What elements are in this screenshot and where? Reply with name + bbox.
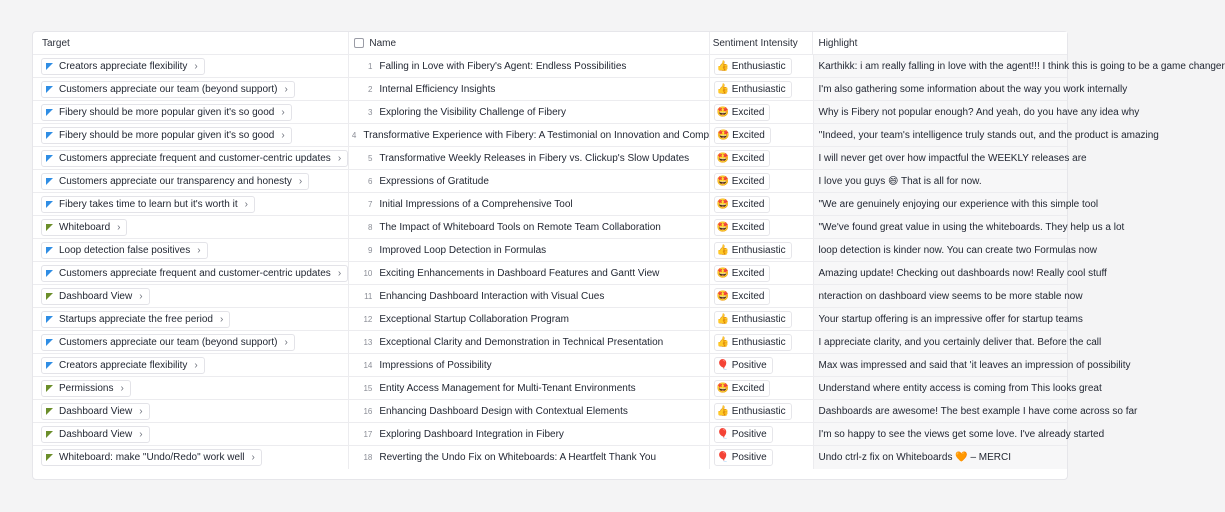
target-label: Dashboard View (59, 405, 133, 417)
target-cell[interactable] (33, 331, 349, 353)
sentiment-label: Enthusiastic (731, 244, 786, 256)
name-cell[interactable] (349, 216, 709, 238)
target-chip[interactable] (41, 104, 292, 121)
target-chip[interactable] (41, 357, 205, 374)
target-chip[interactable] (41, 403, 150, 420)
highlight-text: Amazing update! Checking out dashboards now! Really cool stuff (818, 267, 1107, 279)
target-chip[interactable] (41, 127, 292, 144)
sentiment-cell[interactable] (710, 331, 814, 353)
column-header-target-label: Target (42, 37, 70, 49)
highlight-text: I'm so happy to see the views get some love. I've already started (818, 428, 1105, 440)
highlight-text: Undo ctrl-z fix on Whiteboards 🧡 – MERCI (818, 452, 1012, 463)
sentiment-label: Excited (731, 175, 765, 187)
name-label[interactable]: Exploring the Visibility Challenge of Fibery (379, 106, 566, 118)
target-chip[interactable] (41, 196, 255, 213)
sentiment-cell[interactable] (710, 285, 814, 307)
name-label[interactable]: Initial Impressions of a Comprehensive Tool (379, 198, 573, 210)
sentiment-label: Positive (731, 428, 767, 440)
chevron-right-icon[interactable]: › (284, 336, 288, 348)
target-label: Customers appreciate our transparency and honesty (59, 175, 292, 187)
sentiment-emoji-icon: 🤩 (716, 267, 730, 279)
table-row[interactable] (33, 377, 1102, 400)
sentiment-badge[interactable] (714, 311, 792, 328)
row-number: 9 (367, 245, 373, 255)
row-number: 7 (367, 199, 373, 209)
highlight-text: I'm also gathering some information about the way you work internally (818, 83, 1128, 95)
table-row[interactable] (33, 262, 1107, 285)
sentiment-cell[interactable] (710, 423, 814, 445)
highlight-cell[interactable] (814, 446, 1068, 469)
sentiment-cell[interactable] (710, 147, 814, 169)
column-header-target[interactable] (33, 32, 349, 54)
flag-icon (45, 338, 54, 347)
row-number: 5 (367, 153, 373, 163)
flag-icon (45, 246, 54, 255)
sentiment-badge[interactable] (714, 127, 771, 144)
sentiment-badge[interactable] (714, 150, 771, 167)
sentiment-emoji-icon: 🎈 (716, 359, 730, 371)
sentiment-badge[interactable] (714, 173, 771, 190)
sentiment-emoji-icon: 🤩 (716, 152, 730, 164)
table-header (33, 32, 1067, 55)
table-row[interactable] (33, 55, 1225, 78)
name-label[interactable]: Transformative Weekly Releases in Fibery vs. Clickup's Slow Updates (379, 152, 690, 164)
table-row[interactable] (33, 308, 1083, 331)
target-cell[interactable] (33, 239, 349, 261)
sentiment-badge[interactable] (714, 196, 771, 213)
sentiment-emoji-icon: 🎈 (716, 452, 730, 463)
highlight-text: I will never get over how impactful the WEEKLY releases are (818, 152, 1087, 164)
row-number: 18 (363, 453, 373, 462)
sentiment-label: Positive (731, 452, 767, 463)
target-cell[interactable] (33, 193, 349, 215)
target-chip[interactable] (41, 58, 205, 75)
name-label[interactable]: Exceptional Clarity and Demonstration in Technical Presentation (379, 336, 664, 348)
sentiment-cell[interactable] (710, 193, 814, 215)
highlight-cell[interactable] (814, 78, 1128, 100)
name-label[interactable]: Improved Loop Detection in Formulas (379, 244, 547, 256)
highlight-cell[interactable] (814, 193, 1099, 215)
highlight-text: "Indeed, your team's intelligence truly stands out, and the product is amazing (818, 129, 1159, 141)
sentiment-badge[interactable] (714, 219, 771, 236)
table-row[interactable] (33, 147, 1087, 170)
sentiment-badge[interactable] (714, 58, 792, 75)
sentiment-cell[interactable] (710, 446, 814, 469)
flag-icon (45, 292, 54, 301)
sentiment-emoji-icon: 👍 (716, 313, 730, 325)
sentiment-emoji-icon: 🤩 (716, 382, 730, 394)
name-label[interactable]: Enhancing Dashboard Design with Contextual Elements (379, 405, 628, 417)
name-label[interactable]: Exceptional Startup Collaboration Program (379, 313, 569, 325)
column-header-name-label: Name (369, 37, 397, 49)
target-label: Customers appreciate frequent and customer-centric updates (59, 152, 331, 164)
highlight-cell[interactable] (814, 124, 1159, 146)
sentiment-cell[interactable] (710, 377, 814, 399)
sentiment-badge[interactable] (714, 104, 771, 121)
flag-icon (45, 430, 54, 439)
highlight-cell[interactable] (814, 354, 1131, 376)
target-cell[interactable] (33, 78, 349, 100)
table-row[interactable] (33, 170, 1067, 193)
name-label[interactable]: Transformative Experience with Fibery: A Testimonial on Innovation and Comp (363, 129, 710, 141)
sentiment-cell[interactable] (710, 55, 814, 77)
highlight-cell[interactable] (814, 170, 1068, 192)
name-label[interactable]: Entity Access Management for Multi-Tenant Environments (379, 382, 636, 394)
sentiment-emoji-icon: 🤩 (716, 290, 730, 302)
chevron-right-icon[interactable]: › (284, 83, 288, 95)
sentiment-badge[interactable] (714, 449, 773, 466)
sentiment-cell[interactable] (710, 354, 814, 376)
sentiment-emoji-icon: 👍 (716, 336, 730, 348)
chevron-right-icon[interactable]: › (281, 106, 285, 118)
highlight-cell[interactable] (814, 239, 1097, 261)
target-label: Fibery takes time to learn but it's worth it (59, 198, 238, 210)
sentiment-badge[interactable] (714, 265, 771, 282)
table-row[interactable] (33, 216, 1125, 239)
table-row[interactable] (33, 124, 1159, 147)
sentiment-label: Enthusiastic (731, 336, 786, 348)
flag-icon (45, 131, 54, 140)
row-number: 17 (363, 429, 373, 439)
name-label[interactable]: Enhancing Dashboard Interaction with Visual Cues (379, 290, 605, 302)
highlight-cell[interactable] (814, 147, 1087, 169)
row-number: 4 (351, 130, 357, 140)
column-header-highlight[interactable] (813, 32, 1067, 54)
flag-icon (45, 177, 54, 186)
name-cell[interactable] (349, 331, 709, 353)
sentiment-emoji-icon: 👍 (716, 83, 730, 95)
sentiment-emoji-icon: 🤩 (716, 175, 730, 187)
sentiment-label: Excited (731, 221, 765, 233)
sentiment-emoji-icon: 👍 (716, 405, 730, 417)
name-cell[interactable] (349, 101, 709, 123)
chevron-right-icon[interactable]: › (337, 152, 342, 164)
target-chip[interactable] (41, 426, 150, 443)
sentiment-badge[interactable] (714, 288, 771, 305)
name-cell[interactable] (349, 147, 709, 169)
sentiment-emoji-icon: 👍 (716, 60, 730, 72)
target-chip[interactable] (41, 288, 150, 305)
highlight-cell[interactable] (814, 55, 1225, 77)
name-label[interactable]: Exploring Dashboard Integration in Fibery (379, 428, 564, 440)
highlight-cell[interactable] (814, 216, 1125, 238)
highlight-cell[interactable] (814, 331, 1102, 353)
chevron-right-icon[interactable]: › (244, 198, 248, 210)
highlight-text: "We are genuinely enjoying our experience with this simple tool (818, 198, 1099, 210)
name-cell[interactable] (349, 377, 709, 399)
sentiment-cell[interactable] (710, 170, 814, 192)
chevron-right-icon[interactable]: › (139, 290, 143, 302)
target-chip[interactable] (41, 81, 295, 98)
flag-icon (45, 453, 54, 462)
name-label[interactable]: Falling in Love with Fibery's Agent: Endless Possibilities (379, 60, 627, 72)
sentiment-cell[interactable] (710, 239, 814, 261)
target-chip[interactable] (41, 242, 208, 259)
sentiment-label: Enthusiastic (731, 83, 786, 95)
target-cell[interactable] (33, 170, 349, 192)
flag-icon (45, 85, 54, 94)
name-cell[interactable] (349, 55, 709, 77)
target-label: Customers appreciate our team (beyond support) (59, 336, 278, 348)
sentiment-cell[interactable] (710, 308, 814, 330)
chevron-right-icon[interactable]: › (337, 267, 342, 279)
column-header-sentiment-label: Sentiment Intensity (712, 37, 798, 49)
sentiment-cell[interactable] (710, 78, 814, 100)
highlight-text: Dashboards are awesome! The best example I have come across so far (818, 405, 1138, 417)
target-label: Fibery should be more popular given it's so good (59, 106, 275, 118)
sentiment-label: Enthusiastic (731, 405, 786, 417)
row-number: 3 (367, 107, 373, 117)
name-cell[interactable] (349, 308, 709, 330)
name-cell[interactable] (349, 124, 710, 146)
highlight-text: nteraction on dashboard view seems to be more stable now (818, 290, 1083, 302)
sentiment-emoji-icon: 🤩 (716, 221, 730, 233)
name-label[interactable]: Impressions of Possibility (379, 359, 492, 371)
name-cell[interactable] (349, 354, 709, 376)
feedback-table (32, 31, 1225, 480)
table-row[interactable] (33, 285, 1083, 308)
column-header-sentiment[interactable] (710, 32, 814, 54)
chevron-right-icon[interactable]: › (120, 382, 124, 394)
row-number: 12 (363, 314, 373, 324)
chevron-right-icon[interactable]: › (139, 428, 143, 440)
sentiment-cell[interactable] (710, 400, 814, 422)
sentiment-label: Excited (731, 382, 765, 394)
target-chip[interactable] (41, 449, 262, 466)
table-row[interactable] (33, 78, 1128, 101)
name-label[interactable]: The Impact of Whiteboard Tools on Remote Team Collaboration (379, 221, 661, 233)
row-number: 15 (363, 383, 373, 393)
target-label: Customers appreciate frequent and customer-centric updates (59, 267, 331, 279)
highlight-cell[interactable] (814, 400, 1138, 422)
target-cell[interactable] (33, 400, 349, 422)
target-label: Creators appreciate flexibility (59, 60, 188, 72)
row-number: 10 (363, 268, 373, 278)
chevron-right-icon[interactable]: › (251, 452, 255, 463)
highlight-text: "We've found great value in using the whiteboards. They help us a lot (818, 221, 1125, 233)
target-label: Permissions (59, 382, 114, 394)
table-row[interactable] (33, 239, 1097, 262)
target-label: Creators appreciate flexibility (59, 359, 188, 371)
flag-icon (45, 384, 54, 393)
flag-icon (45, 315, 54, 324)
sentiment-badge[interactable] (714, 81, 792, 98)
target-cell[interactable] (33, 377, 349, 399)
highlight-text: loop detection is kinder now. You can create two Formulas now (818, 244, 1097, 256)
sentiment-label: Positive (731, 359, 767, 371)
sentiment-label: Excited (731, 198, 765, 210)
target-cell[interactable] (33, 55, 349, 77)
target-label: Startups appreciate the free period (59, 313, 213, 325)
sentiment-label: Excited (731, 106, 765, 118)
row-number: 8 (367, 222, 373, 232)
sentiment-emoji-icon: 👍 (716, 244, 730, 256)
target-cell[interactable] (33, 308, 349, 330)
sentiment-badge[interactable] (714, 380, 771, 397)
row-number: 13 (363, 337, 373, 347)
row-number: 16 (363, 406, 373, 416)
sentiment-emoji-icon: 🎈 (716, 428, 730, 440)
target-chip[interactable] (41, 150, 348, 167)
highlight-cell[interactable] (814, 377, 1102, 399)
target-label: Fibery should be more popular given it's so good (59, 129, 275, 141)
chevron-right-icon[interactable]: › (197, 244, 201, 256)
name-cell[interactable] (349, 400, 709, 422)
target-label: Dashboard View (59, 428, 133, 440)
target-cell[interactable] (33, 124, 349, 146)
flag-icon (45, 154, 54, 163)
flag-icon (45, 108, 54, 117)
target-label: Whiteboard (59, 221, 111, 233)
name-label[interactable]: Exciting Enhancements in Dashboard Features and Gantt View (379, 267, 660, 279)
sentiment-badge[interactable] (714, 242, 792, 259)
sentiment-cell[interactable] (710, 101, 814, 123)
sentiment-emoji-icon: 🤩 (716, 198, 730, 210)
name-cell[interactable] (349, 423, 709, 445)
chevron-right-icon[interactable]: › (298, 175, 303, 187)
sentiment-cell[interactable] (710, 216, 814, 238)
row-number: 2 (367, 84, 373, 94)
target-chip[interactable] (41, 334, 295, 351)
sentiment-emoji-icon: 🤩 (717, 129, 730, 141)
flag-icon (45, 269, 54, 278)
target-label: Customers appreciate our team (beyond support) (59, 83, 278, 95)
name-cell[interactable] (349, 170, 709, 192)
chevron-right-icon[interactable]: › (281, 129, 285, 141)
sentiment-emoji-icon: 🤩 (716, 106, 730, 118)
chevron-right-icon[interactable]: › (219, 313, 224, 325)
highlight-text: Your startup offering is an impressive offer for startup teams (818, 313, 1083, 325)
table-row[interactable] (33, 331, 1102, 354)
table-row[interactable] (33, 423, 1105, 446)
sentiment-cell[interactable] (710, 262, 814, 284)
table-body (33, 55, 1225, 469)
table-row[interactable] (33, 446, 1067, 469)
target-chip[interactable] (41, 265, 348, 282)
name-label[interactable]: Expressions of Gratitude (379, 175, 489, 187)
sentiment-label: Enthusiastic (731, 313, 786, 325)
target-cell[interactable] (33, 216, 349, 238)
target-chip[interactable] (41, 173, 309, 190)
highlight-cell[interactable] (814, 262, 1107, 284)
name-label[interactable]: Internal Efficiency Insights (379, 83, 496, 95)
chevron-right-icon[interactable]: › (117, 221, 121, 233)
flag-icon (45, 361, 54, 370)
target-cell[interactable] (33, 446, 349, 469)
column-header-name[interactable] (349, 32, 709, 54)
highlight-text: Karthikk: i am really falling in love with the agent!!! I think this is going to be a game changer (818, 60, 1225, 72)
target-label: Whiteboard: make "Undo/Redo" work well (59, 452, 245, 463)
row-number: 1 (367, 61, 373, 71)
sentiment-badge[interactable] (714, 357, 773, 374)
sentiment-label: Enthusiastic (731, 60, 786, 72)
sentiment-badge[interactable] (714, 426, 773, 443)
target-chip[interactable] (41, 380, 131, 397)
highlight-cell[interactable] (814, 423, 1105, 445)
chevron-right-icon[interactable]: › (194, 60, 198, 72)
highlight-text: Why is Fibery not popular enough? And yeah, do you have any idea why (818, 106, 1140, 118)
name-cell[interactable] (349, 78, 709, 100)
sentiment-cell[interactable] (710, 124, 814, 146)
name-cell[interactable] (349, 446, 709, 469)
name-label[interactable]: Reverting the Undo Fix on Whiteboards: A Heartfelt Thank You (379, 452, 657, 463)
highlight-cell[interactable] (814, 285, 1083, 307)
flag-icon (45, 62, 54, 71)
chevron-right-icon[interactable]: › (139, 405, 143, 417)
table-row[interactable] (33, 101, 1140, 124)
flag-icon (45, 407, 54, 416)
table-row[interactable] (33, 400, 1138, 423)
target-label: Dashboard View (59, 290, 133, 302)
table-row[interactable] (33, 193, 1099, 216)
highlight-cell[interactable] (814, 308, 1083, 330)
target-chip[interactable] (41, 311, 230, 328)
name-cell[interactable] (349, 285, 709, 307)
row-number: 11 (364, 291, 373, 301)
target-chip[interactable] (41, 219, 127, 236)
target-cell[interactable] (33, 354, 349, 376)
target-cell[interactable] (33, 285, 349, 307)
sentiment-badge[interactable] (714, 334, 792, 351)
target-cell[interactable] (33, 101, 349, 123)
sentiment-label: Excited (731, 290, 765, 302)
table-row[interactable] (33, 354, 1131, 377)
sentiment-label: Excited (731, 267, 765, 279)
target-label: Loop detection false positives (59, 244, 191, 256)
name-cell[interactable] (349, 239, 709, 261)
select-all-checkbox[interactable] (354, 38, 364, 48)
row-number: 6 (367, 176, 373, 186)
sentiment-badge[interactable] (714, 403, 792, 420)
highlight-cell[interactable] (814, 101, 1140, 123)
target-cell[interactable] (33, 147, 349, 169)
sentiment-label: Excited (732, 129, 765, 141)
highlight-text: I appreciate clarity, and you certainly deliver that. Before the call (818, 336, 1102, 348)
chevron-right-icon[interactable]: › (194, 359, 198, 371)
flag-icon (45, 200, 54, 209)
column-header-highlight-label: Highlight (818, 37, 858, 49)
highlight-text: Understand where entity access is coming from This looks great (818, 382, 1102, 394)
name-cell[interactable] (349, 193, 709, 215)
row-number: 14 (363, 360, 373, 370)
target-cell[interactable] (33, 423, 349, 445)
highlight-text: I love you guys 😄 That is all for now. (818, 175, 982, 187)
sentiment-label: Excited (731, 152, 765, 164)
name-cell[interactable] (349, 262, 709, 284)
target-cell[interactable] (33, 262, 349, 284)
flag-icon (45, 223, 54, 232)
highlight-text: Max was impressed and said that 'it leaves an impression of possibility (818, 359, 1131, 371)
